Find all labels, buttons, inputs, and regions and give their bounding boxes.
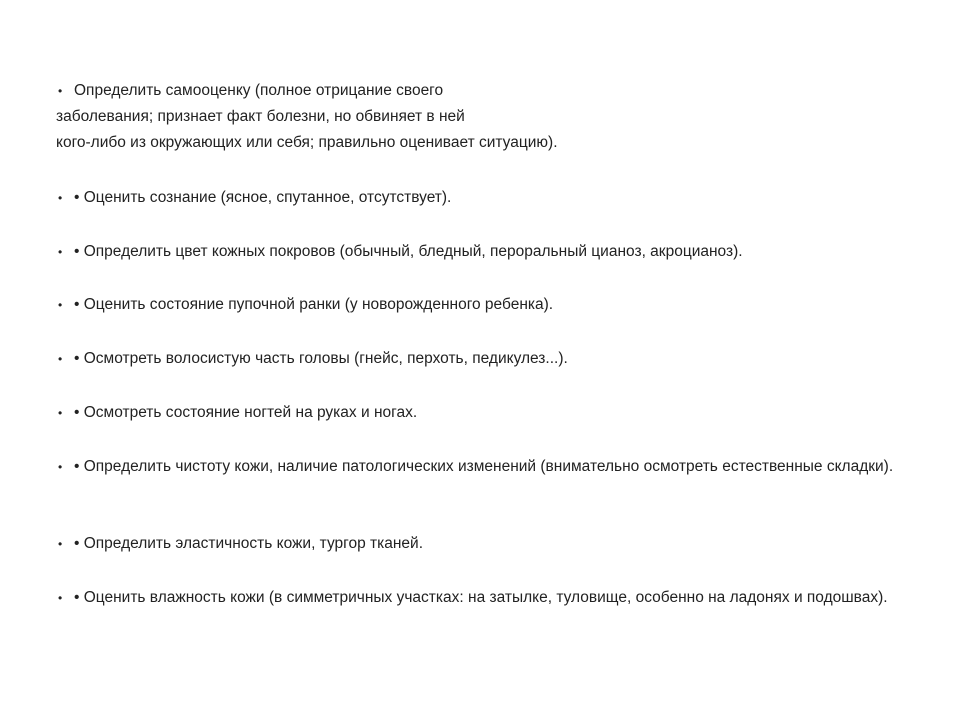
item-text: • Оценить влажность кожи (в симметричных участках: на затылке, туловище, особенно на ладонях и подошвах). [74, 589, 888, 606]
item-text-line: Определить самооценку (полное отрицание своего [74, 82, 444, 99]
list-item [58, 239, 918, 265]
list-item [58, 292, 918, 318]
bullet: • [58, 352, 63, 366]
item-text: • Определить цвет кожных покровов (обычный, бледный, пероральный цианоз, акроцианоз). [74, 243, 743, 260]
item-text: • Определить чистоту кожи, наличие патологических изменений (внимательно осмотреть естественные складки). [74, 458, 894, 475]
list-item [58, 531, 918, 557]
bullet: • [58, 591, 63, 605]
list-item [58, 585, 918, 611]
bullet: • [58, 460, 63, 474]
list-item-self-assessment [58, 78, 918, 156]
list-item [58, 185, 918, 211]
bullet: • [58, 191, 63, 205]
bullet: • [58, 84, 63, 98]
bullet: • [58, 298, 63, 312]
item-text: • Осмотреть волосистую часть головы (гнейс, перхоть, педикулез...). [74, 350, 568, 367]
list-item [58, 454, 918, 480]
bullet: • [58, 245, 63, 259]
list-item [58, 346, 918, 372]
list-item [58, 400, 918, 426]
item-text-line: заболевания; признает факт болезни, но обвиняет в ней [56, 108, 465, 125]
item-text-line: кого-либо из окружающих или себя; правильно оценивает ситуацию). [56, 134, 558, 151]
bullet: • [58, 537, 63, 551]
item-text: • Оценить сознание (ясное, спутанное, отсутствует). [74, 189, 452, 206]
bullet: • [58, 406, 63, 420]
item-text: • Осмотреть состояние ногтей на руках и ногах. [74, 404, 418, 421]
item-text: • Оценить состояние пупочной ранки (у новорожденного ребенка). [74, 296, 554, 313]
item-text: • Определить эластичность кожи, тургор тканей. [74, 535, 423, 552]
